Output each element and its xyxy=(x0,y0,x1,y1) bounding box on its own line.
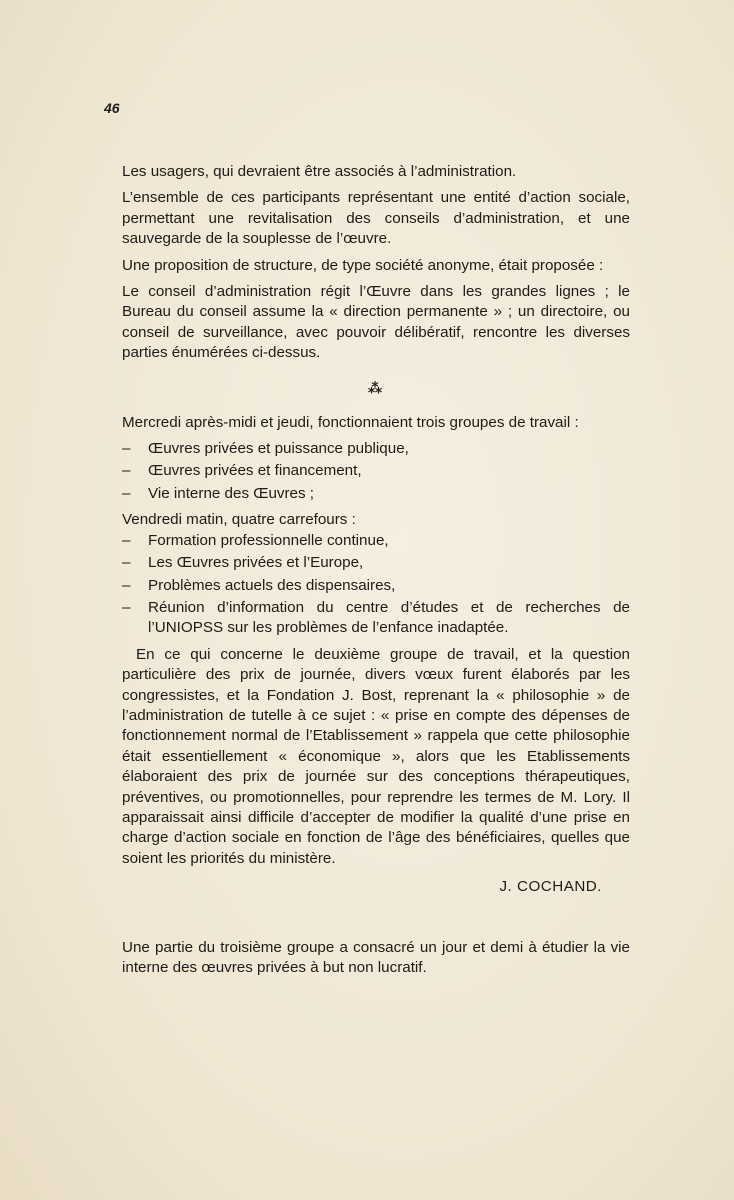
paragraph-usagers: Les usagers, qui devraient être associés à l’administration. xyxy=(122,163,517,180)
list-item: – Œuvres privées et puissance publique, xyxy=(122,439,630,459)
list-item: – Les Œuvres privées et l’Europe, xyxy=(122,553,630,573)
page-number: 46 xyxy=(104,100,120,116)
paragraph-ensemble: L’ensemble de ces participants représentant une entité d’action sociale, permettant une revitalisation des conseils d’administration, et une sauvegarde de la souplesse de l’œuvre. xyxy=(122,189,630,248)
list-item: – Problèmes actuels des dispensaires, xyxy=(122,576,630,596)
carrefours-list xyxy=(122,531,630,639)
paragraph-groupes-intro: Mercredi après-midi et jeudi, fonctionnaient trois groupes de travail : xyxy=(122,413,579,431)
list-item: – Vie interne des Œuvres ; xyxy=(122,484,630,504)
paragraph-carrefours-intro: Vendredi matin, quatre carrefours : xyxy=(122,511,356,529)
dash-marker: – xyxy=(122,440,131,458)
paragraph-conseil: Le conseil d’administration régit l’Œuvre dans les grandes lignes ; le Bureau du conseil assume la « direction permanente » ; un directoire, ou conseil de surveillance, avec pouvoir délibératif, rencontre les diverses parties énumérées ci-dessus. xyxy=(122,283,630,362)
dash-marker: – xyxy=(122,554,131,572)
groupes-list xyxy=(122,439,630,504)
dash-marker: – xyxy=(122,576,131,594)
paragraph-deuxieme-groupe: En ce qui concerne le deuxième groupe de travail, et la question particulière des prix de journée, divers vœux furent élaborés par les congressistes, et la Fondation J. Bost, reprenant la « philosophie » de l’administration de tutelle à ce sujet : « prise en compte des dépenses de fonctionnement normal de l’Etablissement » rappela que cette philosophie était essentiellement « économique », alors que les Etablissements élaboraient des prix de journée sur des conceptions thérapeutiques, préventives, ou promotionnelles, pour reprendre les termes de M. Lory. Il apparaissait ainsi difficile d’accepter de modifier la qualité d’une prise en charge d’action sociale en fonction de l’âge des bénéficiaires, quelles que soient les priorités du ministère. xyxy=(122,645,630,867)
dash-marker: – xyxy=(122,462,131,480)
signature: J. COCHAND. xyxy=(499,878,602,896)
paragraph-troisieme-groupe: Une partie du troisième groupe a consacré un jour et demi à étudier la vie interne des œuvres privées à but non lucratif. xyxy=(122,938,630,976)
asterism-separator: ⁂ xyxy=(367,379,385,396)
list-item: – Réunion d’information du centre d’études et de recherches de l’UNIOPSS sur les problèmes de l’enfance inadaptée. xyxy=(122,598,630,637)
list-item: – Œuvres privées et financement, xyxy=(122,461,630,481)
list-item: – Formation professionnelle continue, xyxy=(122,531,630,551)
dash-marker: – xyxy=(122,598,131,616)
dash-marker: – xyxy=(122,531,131,549)
paragraph-proposition: Une proposition de structure, de type société anonyme, était proposée : xyxy=(122,256,604,274)
page-content xyxy=(122,162,630,984)
dash-marker: – xyxy=(122,484,131,502)
